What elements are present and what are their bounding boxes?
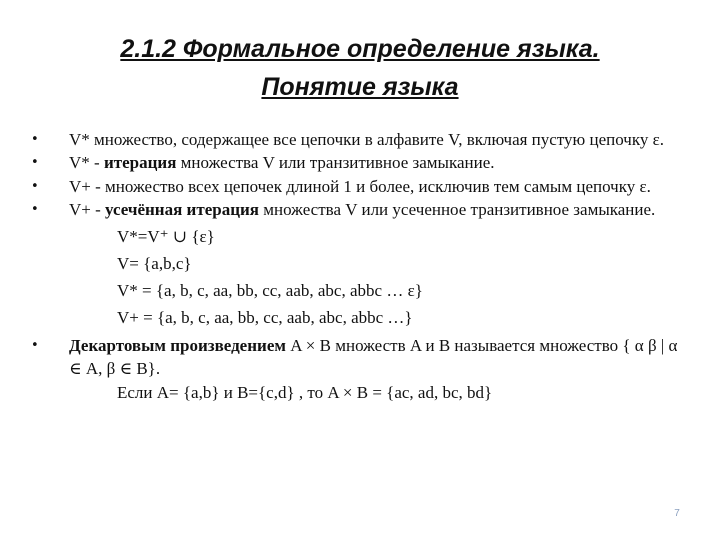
bullet-marker: • bbox=[31, 338, 39, 354]
bullet-item bbox=[0, 151, 720, 174]
bullet-text-plain: множества V или транзитивное замыкание. bbox=[176, 153, 495, 173]
bullet-marker: • bbox=[31, 155, 39, 171]
title-line-1: 2.1.2 Формальное определение языка. bbox=[120, 35, 600, 63]
bullet-text bbox=[69, 198, 690, 221]
bullet-text-bold: Декартовым произведением bbox=[69, 336, 286, 356]
slide-body bbox=[0, 128, 720, 405]
bullet-item bbox=[0, 198, 720, 221]
bullet-marker: • bbox=[31, 132, 39, 147]
bullet-text bbox=[69, 151, 690, 174]
formula-line: V*=V⁺ ∪ {ε} bbox=[117, 227, 215, 247]
bullet-text-bold: усечённая итерация bbox=[105, 199, 259, 219]
formula-line: V= {a,b,c} bbox=[117, 254, 192, 274]
formula-line: V+ = {a, b, c, aa, bb, cc, aab, abc, abbc …} bbox=[117, 308, 413, 328]
bullet-text-plain: множества V или усеченное транзитивное замыкание. bbox=[259, 199, 656, 219]
formula-line: V* = {a, b, c, aa, bb, cc, aab, abc, abbc … ε} bbox=[117, 281, 423, 301]
page-number: 7 bbox=[674, 508, 680, 519]
bullet-text-plain: V+ - bbox=[69, 199, 106, 219]
bullet-item bbox=[0, 128, 720, 151]
bullet-item bbox=[0, 175, 720, 198]
bullet-item bbox=[0, 334, 720, 381]
bullet-text-plain: V* - bbox=[69, 153, 104, 173]
bullet-text-plain: A × B множеств A и B называется множество { α β | α ∈ A, β ∈ B}. bbox=[69, 336, 678, 379]
bullet-marker: • bbox=[31, 178, 39, 194]
bullet-marker: • bbox=[31, 201, 39, 217]
bullet-text: V* множество, содержащее все цепочки в алфавите V, включая пустую цепочку ε. bbox=[69, 130, 664, 149]
bullet-text bbox=[69, 334, 690, 381]
bullet-text-bold: итерация bbox=[103, 153, 177, 173]
slide-title bbox=[0, 30, 720, 106]
title-line-2: Понятие языка bbox=[261, 73, 459, 101]
bullet-text: V+ - множество всех цепочек длиной 1 и более, исключив тем самым цепочку ε. bbox=[69, 176, 651, 196]
example-line: Если A= {a,b} и B={c,d} , то A × B = {ac, ad, bc, bd} bbox=[117, 382, 493, 402]
